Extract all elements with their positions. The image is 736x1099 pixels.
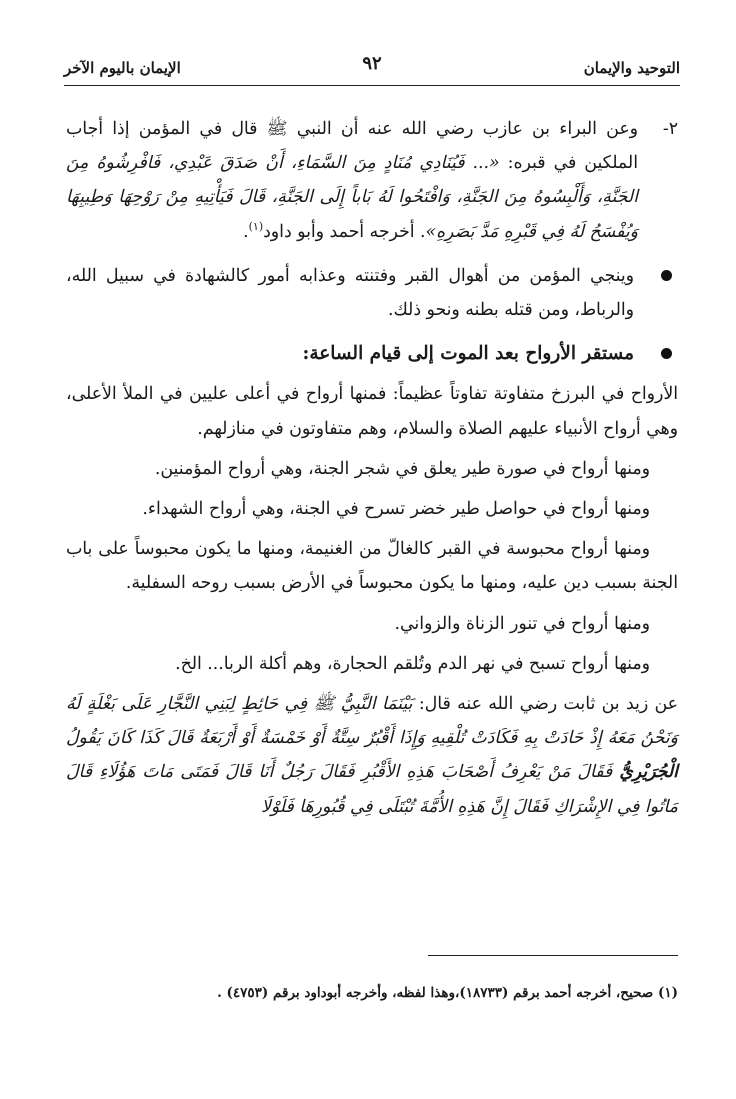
bullet-item-section	[66, 337, 678, 371]
paragraph-5: ومنها أرواح في تنور الزناة والزواني.	[394, 613, 650, 634]
narrator-name: الْجُرَيْرِيُّ	[619, 762, 678, 783]
bullet-text: وينجي المؤمن من أهوال القبر وفتنته وعذابه أمور كالشهادة في سبيل الله، والرباط، ومن قتله بطنه ونحو ذلك.	[66, 265, 634, 321]
page-number: ٩٢	[362, 53, 382, 74]
paragraph-6: ومنها أرواح تسبح في نهر الدم وتُلقم الحجارة، وهم أكلة الربا... الخ.	[175, 653, 650, 674]
hadith-paragraph	[66, 687, 678, 824]
section-title: مستقر الأرواح بعد الموت إلى قيام الساعة:	[302, 343, 634, 365]
item-number: ٢-	[662, 119, 678, 139]
page-body	[66, 112, 678, 824]
footnote-ref: (١)	[248, 219, 264, 233]
bullet-icon	[661, 348, 672, 359]
numbered-item-2	[66, 112, 678, 249]
footnote: (١) صحيح، أخرجه أحمد برقم (١٨٧٣٣)،وهذا لفظه، وأخرجه أبوداود برقم (٤٧٥٣) .	[217, 984, 678, 1001]
hadith-quote: «... فَيُنَادِي مُنَادٍ مِنَ السَّمَاءِ، أَنْ صَدَقَ عَبْدِي، فَافْرِشُوهُ مِنَ الجَنَّةِ، وَأَلْبِسُوهُ مِنَ الجَنَّةِ، وَافْتَحُوا لَهُ بَاباً إِلَى الجَنَّةِ، قَالَ فَيَأْتِيهِ مِنْ رَوْحِهَا وَطِيبِهَا وَيُفْسَحُ لَهُ فِي قَبْرِهِ مَدَّ بَصَرِهِ»	[66, 153, 638, 242]
paragraph-3: ومنها أرواح في حواصل طير خضر تسرح في الجنة، وهي أرواح الشهداء.	[142, 499, 650, 520]
item-end: .	[243, 221, 249, 242]
footnote-separator	[428, 955, 678, 956]
hadith-intro: عن زيد بن ثابت رضي الله عنه قال:	[412, 694, 678, 715]
header-book-title: التوحيد والإيمان	[583, 59, 680, 77]
paragraph-1: الأرواح في البرزخ متفاوتة تفاوتاً عظيماً: فمنها أرواح في أعلى عليين في الملأ الأعلى، وهي أرواح الأنبياء عليهم الصلاة والسلام، وهم متفاوتون في منازلهم.	[66, 384, 678, 439]
hadith-text: بَيْنَمَا النَّبِيُّ ﷺ فِي حَائِطٍ لِبَنِي النَّجَّارِ عَلَى بَغْلَةٍ لَهُ وَنَحْنُ مَعَهُ إِذْ حَادَتْ بِهِ فَكَادَتْ تُلْقِيهِ وَإِذَا أَقْبُرٌ سِتَّةٌ أَوْ خَمْسَةٌ أَوْ أَرْبَعَةٌ قَالَ كَذَا كَانَ يَقُولُ	[66, 694, 679, 749]
bullet-icon	[661, 270, 672, 281]
hadith-text-continued: فَقَالَ مَنْ يَعْرِفُ أَصْحَابَ هَذِهِ الأَقْبُرِ فَقَالَ رَجُلٌ أَنَا قَالَ فَمَتَى مَاتَ هَؤُلَاءِ قَالَ مَاتُوا فِي الإِشْرَاكِ فَقَالَ إِنَّ هَذِهِ الأُمَّةَ تُبْتَلَى فِي قُبُورِهَا فَلَوْلَا	[66, 762, 678, 817]
header-chapter-title: الإيمان باليوم الآخر	[64, 59, 181, 77]
page-header	[64, 55, 680, 86]
item-intro: وعن البراء بن عازب رضي الله عنه أن النبي ﷺ قال في المؤمن إذا أجاب الملكين في قبره:	[66, 119, 638, 174]
item-source: . أخرجه أحمد وأبو داود	[263, 221, 426, 242]
bullet-item-protections	[66, 259, 678, 327]
paragraph-2: ومنها أرواح في صورة طير يعلق في شجر الجنة، وهي أرواح المؤمنين.	[154, 458, 650, 479]
paragraph-4: ومنها أرواح محبوسة في القبر كالغالّ من الغنيمة، ومنها ما يكون محبوساً على باب الجنة بسبب دين عليه، ومنها ما يكون محبوساً في الأرض بسبب روحه السفلية.	[66, 539, 678, 594]
